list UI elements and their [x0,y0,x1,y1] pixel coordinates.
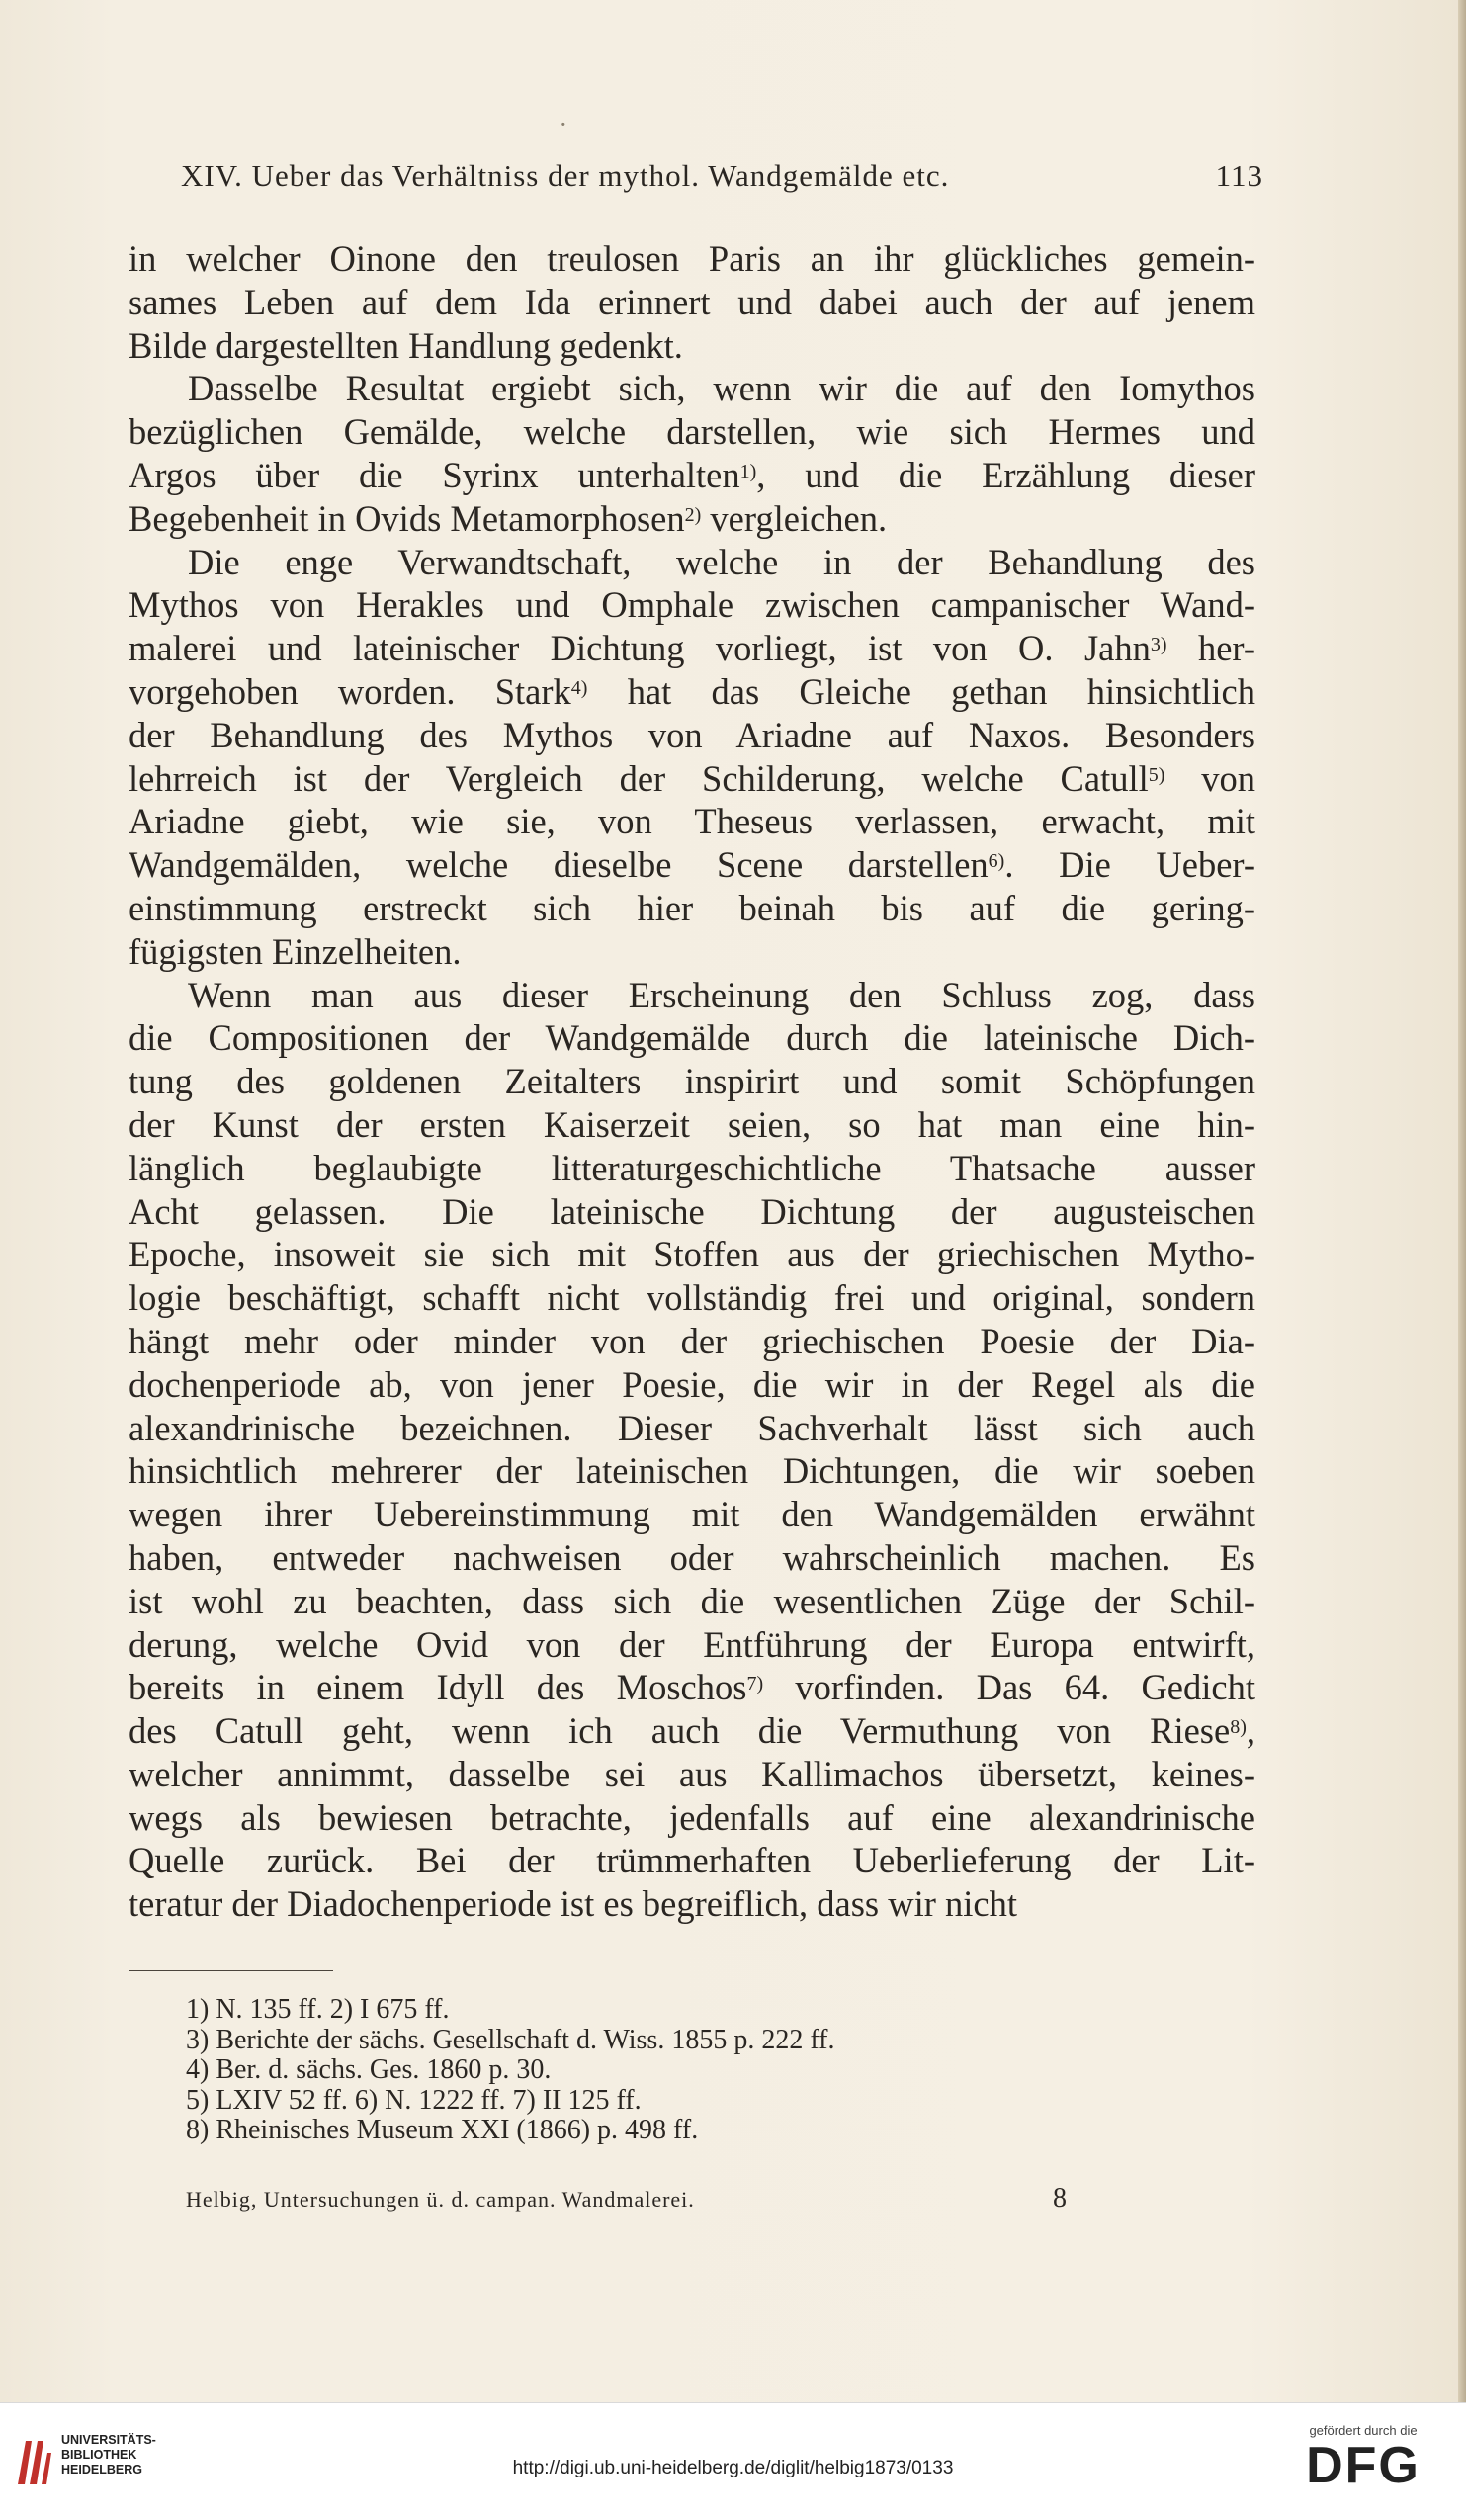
institution-line: BIBLIOTHEK [61,2448,137,2462]
text-line: Epoche, insoweit sie sich mit Stoffen aus der griechischen Mytho- [129,1234,1255,1275]
text-line: des Catull geht, wenn ich auch die Vermuthung von Riese$^{8)}$, [129,1710,1255,1752]
footnote-reference: 8) [1230,1716,1247,1739]
footnotes [186,1995,1174,2146]
text-line: teratur der Diadochenperiode ist es begreiflich, dass wir nicht [129,1883,1017,1925]
footnote: 3) Berichte der sächs. Gesellschaft d. Wiss. 1855 p. 222 ff. [186,2024,835,2055]
signature-text: Helbig, Untersuchungen ü. d. campan. Wandmalerei. [186,2187,695,2212]
text-line: logie beschäftigt, schafft nicht vollständig frei und original, sondern [129,1277,1255,1319]
footnote-reference: 4) [570,676,588,699]
text-line: länglich beglaubigte litteraturgeschichtliche Thatsache ausser [129,1147,1255,1188]
text-line: Quelle zurück. Bei der trümmerhaften Ueberlieferung der Lit- [129,1840,1255,1881]
text-line: Mythos von Herakles und Omphale zwischen campanischer Wand- [129,584,1255,626]
funder-block [1284,2423,1442,2493]
footnote-reference: 6) [988,850,1005,873]
institution-line: HEIDELBERG [61,2463,142,2477]
text-line: der Kunst der ersten Kaiserzeit seien, so hat man eine hin- [129,1103,1255,1145]
permalink-url[interactable]: http://digi.ub.uni-heidelberg.de/diglit/helbig1873/0133 [512,2458,954,2478]
text-line: derung, welche Ovid von der Entführung der Europa entwirft, [129,1623,1255,1665]
page-number: 113 [1215,158,1263,193]
footnote: 5) LXIV 52 ff. 6) N. 1222 ff. 7) II 125 ff. [186,2084,642,2116]
text-line: Bilde dargestellten Handlung gedenkt. [129,324,683,366]
text-line: einstimmung erstreckt sich hier beinah bis auf die gering- [129,887,1255,928]
text-line: wegen ihrer Uebereinstimmung mit den Wandgemälden erwähnt [129,1494,1255,1535]
footnote: 8) Rheinisches Museum XXI (1866) p. 498 ff. [186,2115,699,2145]
text-line: hängt mehr oder minder von der griechischen Poesie der Dia- [129,1320,1255,1361]
paragraph [129,237,1255,367]
signature-sheet-number: 8 [1053,2183,1068,2214]
footnote-reference: 5) [1148,763,1165,786]
text-line: dochenperiode ab, von jener Poesie, die wir in der Regel als die [129,1363,1255,1405]
running-header [181,158,1263,202]
text-line: alexandrinische bezeichnen. Dieser Sachverhalt lässt sich auch [129,1407,1255,1448]
footnote-reference: 3) [1150,634,1167,656]
footnote: 4) Ber. d. sächs. Ges. 1860 p. 30. [186,2054,552,2085]
footnote-reference: 7) [746,1673,764,1695]
text-line: die Compositionen der Wandgemälde durch die lateinische Dich- [129,1017,1255,1059]
text-line: in welcher Oinone den treulosen Paris an ihr glückliches gemein- [129,238,1255,279]
page-edge-shadow [1458,0,1466,2402]
text-line: hinsichtlich mehrerer der lateinischen Dichtungen, die wir soeben [129,1450,1255,1492]
text-line: Wandgemälden, welche dieselbe Scene darstellen$^{6)}$. Die Ueber- [129,844,1255,886]
text-line: Ariadne giebt, wie sie, von Theseus verlassen, erwacht, mit [129,801,1255,842]
text-line: malerei und lateinischer Dichtung vorliegt, ist von O. Jahn$^{3)}$ her- [129,628,1255,669]
text-line: sames Leben auf dem Ida erinnert und dabei auch der auf jenem [129,281,1255,322]
text-line: Die enge Verwandtschaft, welche in der Behandlung des [188,541,1255,582]
text-line: Dasselbe Resultat ergiebt sich, wenn wir die auf den Iomythos [188,368,1255,409]
footnote-reference: 2) [684,503,702,526]
text-line: welcher annimmt, dasselbe sei aus Kallimachos übersetzt, keines- [129,1753,1255,1794]
dfg-logo: DFG [1306,2437,1421,2494]
body-text [129,237,1255,1926]
text-line: ist wohl zu beachten, dass sich die wesentlichen Züge der Schil- [129,1580,1255,1621]
running-header-title: XIV. Ueber das Verhältniss der mythol. Wandgemälde etc. [181,158,950,193]
text-line: Wenn man aus dieser Erscheinung den Schluss zog, dass [188,974,1255,1015]
text-line: tung des goldenen Zeitalters inspirirt und somit Schöpfungen [129,1061,1255,1102]
scan-mark: · [560,111,567,138]
paragraph [129,367,1255,540]
text-line: Acht gelassen. Die lateinische Dichtung der augusteischen [129,1190,1255,1232]
institution-line: UNIVERSITÄTS- [61,2433,156,2447]
text-line: der Behandlung des Mythos von Ariadne auf Naxos. Besonders [129,714,1255,755]
text-line: bezüglichen Gemälde, welche darstellen, wie sich Hermes und [129,411,1255,453]
text-line: Begebenheit in Ovids Metamorphosen$^{2)}$ vergleichen. [129,497,888,539]
text-line: lehrreich ist der Vergleich der Schilderung, welche Catull$^{5)}$ von [129,757,1255,799]
text-line: wegs als bewiesen betrachte, jedenfalls auf eine alexandrinische [129,1796,1255,1838]
text-line: haben, entweder nachweisen oder wahrscheinlich machen. Es [129,1536,1255,1578]
footnote: 1) N. 135 ff. 2) I 675 ff. [186,1994,450,2025]
paragraph [129,974,1255,1927]
footnote-rule [129,1970,333,1971]
funding-note: gefördert durch die [1309,2423,1418,2438]
viewer-footer [0,2402,1466,2520]
text-line: vorgehoben worden. Stark$^{4)}$ hat das Gleiche gethan hinsichtlich [129,670,1256,712]
text-line: bereits in einem Idyll des Moschos$^{7)}$ vorfinden. Das 64. Gedicht [129,1667,1255,1708]
text-line: fügigsten Einzelheiten. [129,930,462,972]
footnote-reference: 1) [739,460,757,482]
text-line: Argos über die Syrinx unterhalten$^{1)}$, und die Erzählung dieser [129,454,1255,495]
paragraph [129,541,1255,974]
